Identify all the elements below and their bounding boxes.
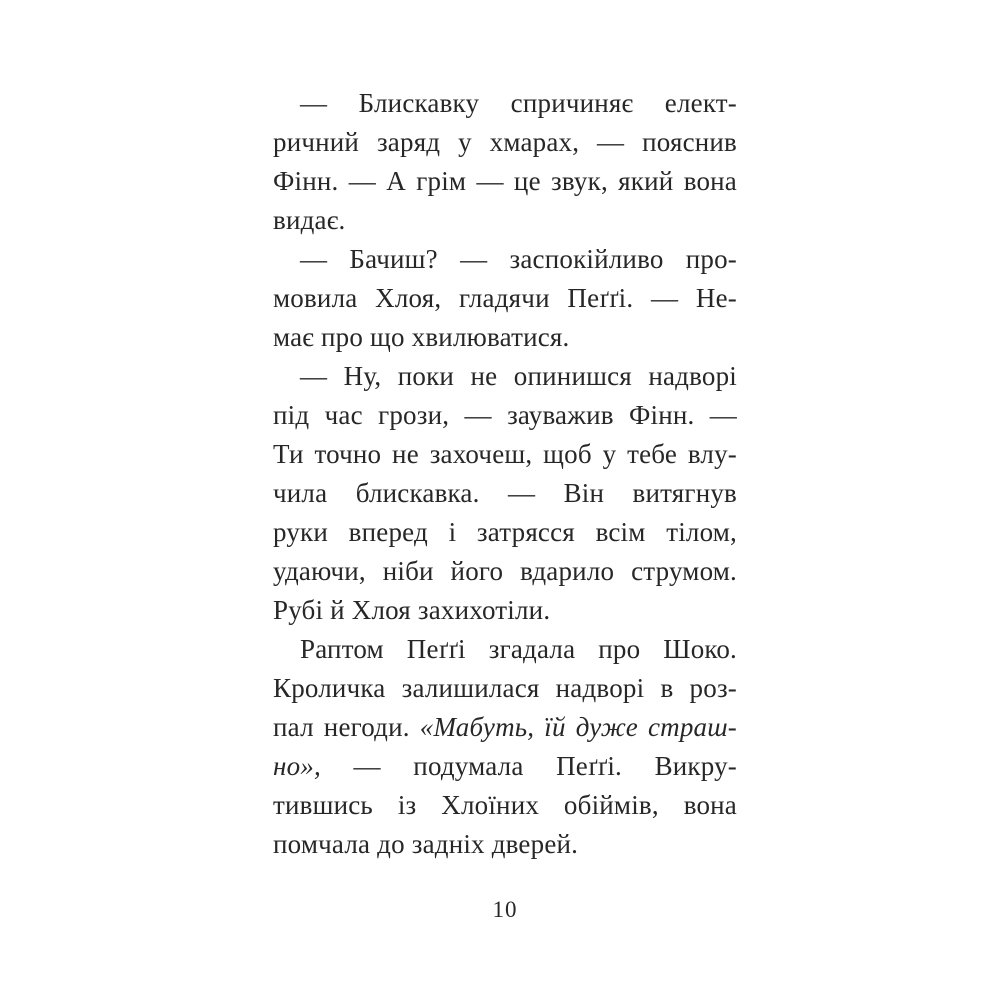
page-text — [273, 84, 737, 864]
text-line — [273, 708, 737, 747]
text-line — [273, 123, 737, 162]
paragraph — [273, 357, 737, 630]
text-segment: пал негоди. — [273, 712, 420, 742]
paragraph — [273, 240, 737, 357]
text-line — [273, 84, 737, 123]
text-segment: помчала до задніх дверей. — [273, 829, 579, 859]
text-segment: має про що хвилюватися. — [273, 322, 570, 352]
text-line — [273, 630, 737, 669]
text-segment: — Ну, поки не опинишся надворі — [300, 361, 737, 391]
text-segment: Фінн. — А грім — це звук, який вона — [273, 166, 737, 196]
italic-text: но», — [273, 751, 321, 781]
text-segment: чила блискавка. — Він витягнув — [273, 478, 737, 508]
text-line — [273, 669, 737, 708]
text-segment: тившись із Хлоїних обіймів, вона — [273, 790, 737, 820]
text-segment: руки вперед і затрясся всім тілом, — [273, 517, 737, 547]
italic-text: «Мабуть, їй дуже страш- — [419, 712, 737, 742]
text-line — [273, 357, 737, 396]
text-segment: — Блискавку спричиняє елект- — [300, 88, 737, 118]
text-segment: — Бачиш? — заспокійливо про- — [300, 244, 737, 274]
text-line — [273, 279, 737, 318]
paragraph — [273, 84, 737, 240]
text-line — [273, 591, 737, 630]
text-segment: видає. — [273, 205, 346, 235]
text-line — [273, 474, 737, 513]
paragraph — [273, 630, 737, 864]
text-line — [273, 552, 737, 591]
text-line — [273, 240, 737, 279]
text-line — [273, 513, 737, 552]
text-segment: Кроличка залишилася надворі в роз- — [273, 673, 737, 703]
page-number: 10 — [492, 897, 518, 922]
text-line — [273, 396, 737, 435]
text-segment: під час грози, — зауважив Фінн. — — [273, 400, 737, 430]
text-line — [273, 201, 737, 240]
text-segment: мовила Хлоя, гладячи Пеґґі. — Не- — [273, 283, 737, 313]
text-segment: удаючи, ніби його вдарило струмом. — [273, 556, 737, 586]
text-segment: Ти точно не захочеш, щоб у тебе влу- — [273, 439, 737, 469]
text-line — [273, 162, 737, 201]
text-line — [273, 747, 737, 786]
text-segment: — подумала Пеґґі. Викру- — [320, 751, 737, 781]
text-segment: Рубі й Хлоя захихотіли. — [273, 595, 551, 625]
text-line — [273, 318, 737, 357]
text-segment: Раптом Пеґґі згадала про Шоко. — [300, 634, 737, 664]
text-line — [273, 825, 737, 864]
text-line — [273, 786, 737, 825]
text-segment: ричний заряд у хмарах, — пояснив — [273, 127, 737, 157]
text-line — [273, 435, 737, 474]
